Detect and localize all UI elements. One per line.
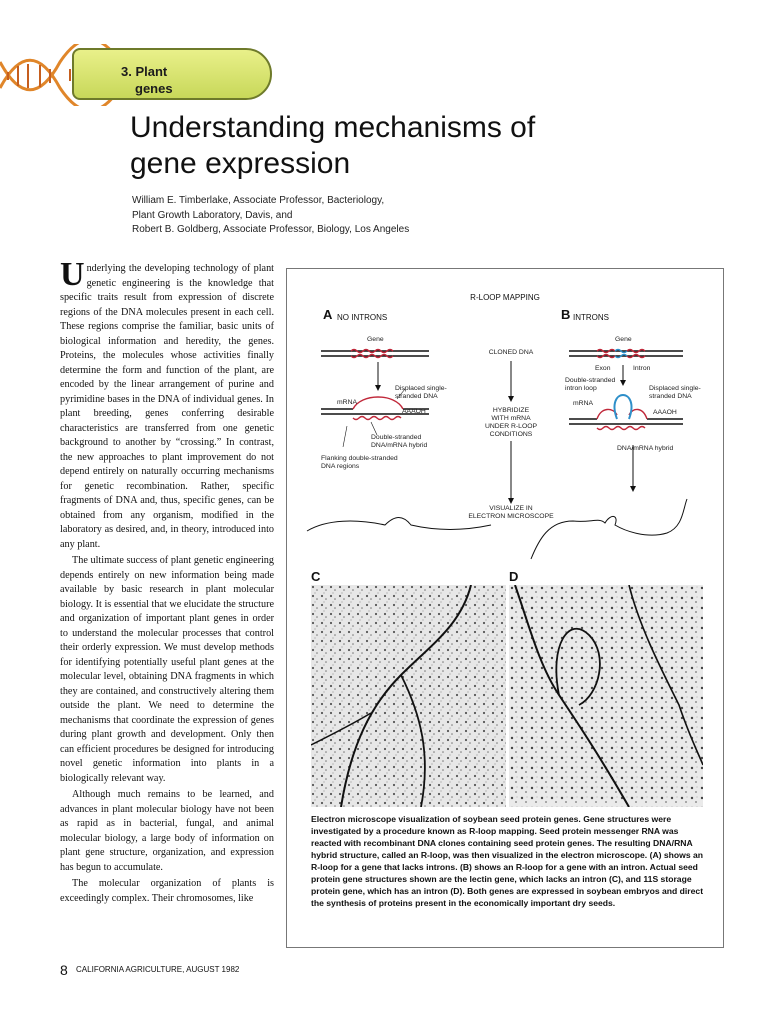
panel-b-letter: B	[561, 307, 571, 322]
body-paragraph	[60, 256, 274, 552]
label-visualize: VISUALIZE IN ELECTRON MICROSCOPE	[468, 505, 554, 520]
label-intron: Intron	[633, 365, 651, 372]
label-mrna-a: mRNA	[337, 399, 358, 406]
label-ds-hybrid-a: Double-stranded DNA/mRNA hybrid	[371, 434, 428, 449]
label-aaaoh-b: AAAOH	[653, 409, 677, 416]
section-line-1: 3. Plant	[121, 64, 168, 79]
figure-title: R-LOOP MAPPING	[470, 293, 540, 302]
author-block	[132, 194, 409, 238]
label-mrna-b: mRNA	[573, 400, 594, 407]
paragraph-text: nderlying the developing technology of plant genetic engineering is the knowledge that specific traits result from expression of discrete regions of the DNA molecules present in each cell. These regions comprise the familiar, basic units of biological information and heredity, the genes. Proteins, the molecules whose activities finally determine the form and function of the plant, are encoded by the linear arrangement of purine and pyrimidine bases in the DNA of individual genes. In plant breeding, genes conferring desirable characteristics are transferred from one genetic background to another by “crossing.” In contrast, the new approaches to plant improvement do not depend entirely on naturally occurring mechanisms for genetic recombination. Rather, specific fragments of DNA and, thus, specific genes, can be obtained from any organism, modified in the laboratory as desired, and, in theory, introduced into any plant.	[60, 263, 274, 550]
micrograph-d	[509, 585, 703, 807]
panel-a-gene-duplex	[321, 350, 429, 358]
author-line: Robert B. Goldberg, Associate Professor, Biology, Los Angeles	[132, 224, 410, 235]
drop-cap: U	[60, 256, 85, 293]
figure-box	[286, 268, 724, 948]
label-ds-intron-loop: Double-stranded intron loop	[565, 377, 616, 392]
panel-a-letter: A	[323, 307, 333, 322]
author-line: William E. Timberlake, Associate Professor, Bacteriology,	[132, 195, 385, 206]
panel-c-letter: C	[311, 569, 321, 584]
body-paragraph: The molecular organization of plants is exceedingly complex. Their chromosomes, like	[60, 878, 274, 904]
panel-d-letter: D	[509, 569, 519, 584]
body-text-column	[60, 256, 274, 908]
panel-a-title: NO INTRONS	[337, 313, 388, 322]
section-label	[121, 63, 173, 97]
label-displaced-a: Displaced single- stranded DNA	[395, 385, 447, 400]
label-gene-b: Gene	[615, 336, 632, 343]
micrograph-c	[311, 585, 506, 807]
page-footer	[60, 962, 239, 978]
section-line-2: genes	[135, 81, 173, 96]
label-flanking: Flanking double-stranded DNA regions	[321, 455, 398, 470]
label-displaced-b: Displaced single- stranded DNA	[649, 385, 701, 400]
figure-caption: Electron microscope visualization of soybean seed protein genes. Gene structures were investigated by a procedure known as R-loop mapping. Seed protein messenger RNA was reacted with recombinant DNA clones containing seed protein genes. The resulting DNA/RNA hybrid structure, called an R-loop, was then visualized in the electron microscope. (A) shows an R-loop for a gene that lacks introns. (B) shows an R-loop for a gene with an intron. Actual seed protein gene structures shown are the lectin gene, which lacks an intron (C), and 11S storage protein gene, which has an intron (D). Both genes are expressed in soybean embryos and direct the synthesis of proteins present in the economically important dry seeds.	[311, 814, 704, 908]
body-paragraph: The ultimate success of plant genetic engineering depends entirely on new information being made available by basic research in plant molecular biology. It is essential that we elucidate the structure and organization of important plant genes in order to understand the molecular processes that control their orderly expression. We must develop methods for identifying potentially useful plant genes at the molecular level, obtaining DNA fragments in which they are contained, and constructively altering them outside the plant. We need to determine the mechanisms that coordinate the expression of genes during plant growth and development. Only then can efficient procedures be designed for introducing novel genetic information into plants in a biologically relevant way.	[60, 555, 274, 784]
author-line: Plant Growth Laboratory, Davis, and	[132, 209, 293, 221]
label-cloned-dna: CLONED DNA	[488, 349, 534, 356]
label-gene-a: Gene	[367, 336, 384, 343]
title-line-1: Understanding mechanisms of	[130, 111, 536, 144]
panel-b-title: INTRONS	[573, 313, 609, 322]
label-aaaoh-a: AAAOH	[402, 408, 426, 415]
label-hybridize: HYBRIDIZE WITH mRNA UNDER R-LOOP CONDITIONS	[484, 407, 538, 438]
body-paragraph: Although much remains to be learned, and advances in plant molecular biology have not been as rapid as in bacterial, fungal, and animal molecular biology, a large body of information on plant gene structure, organization, and expression has begun to accumulate.	[60, 789, 274, 873]
label-exon: Exon	[595, 365, 611, 372]
panel-b-gene-duplex	[569, 350, 683, 358]
page-title	[130, 110, 730, 182]
title-line-2: gene expression	[130, 147, 351, 180]
label-hybrid-b: DNA/mRNA hybrid	[617, 445, 674, 452]
footer-text: CALIFORNIA AGRICULTURE, AUGUST 1982	[76, 965, 240, 975]
page-number: 8	[60, 962, 68, 978]
